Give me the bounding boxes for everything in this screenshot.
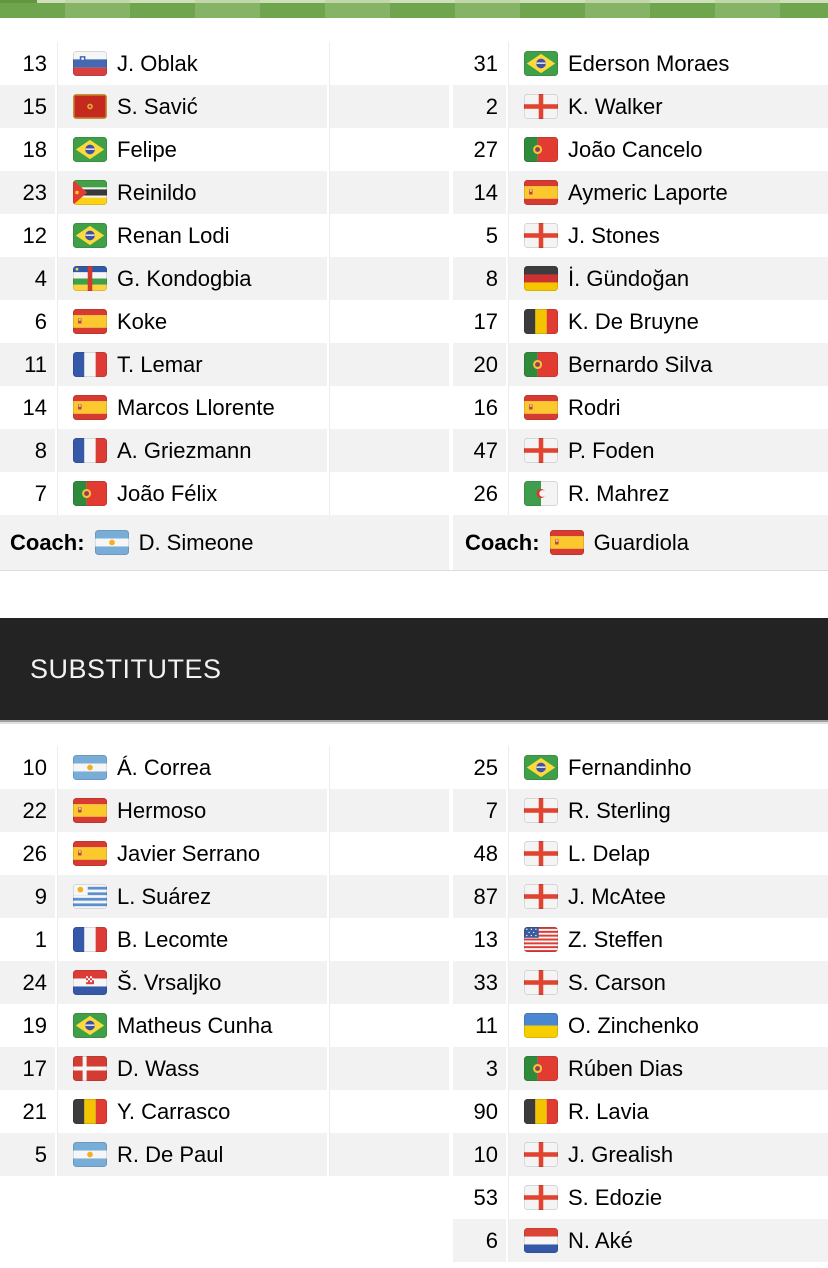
player-cell[interactable] — [508, 1133, 828, 1176]
flag-england-icon — [524, 970, 558, 995]
player-number: 3 — [453, 1047, 506, 1090]
lineup-row[interactable] — [0, 386, 828, 429]
row-filler — [329, 472, 449, 515]
player-name: S. Carson — [568, 969, 666, 995]
player-number: 53 — [453, 1176, 506, 1219]
player-number: 90 — [453, 1090, 506, 1133]
lineup-row[interactable] — [0, 257, 828, 300]
player-number: 6 — [453, 1219, 506, 1262]
row-filler — [329, 343, 449, 386]
player-number: 25 — [453, 746, 506, 789]
substitutes-header — [0, 618, 828, 722]
player-cell[interactable] — [508, 789, 828, 832]
player-cell[interactable] — [57, 1090, 327, 1133]
flag-england-icon — [524, 798, 558, 823]
player-cell[interactable] — [508, 961, 828, 1004]
coach-row[interactable] — [0, 515, 828, 570]
player-cell[interactable] — [57, 257, 327, 300]
pitch-corner-tile — [0, 0, 37, 3]
player-cell[interactable] — [508, 300, 828, 343]
flag-brazil-icon — [73, 137, 107, 162]
row-filler — [329, 1004, 449, 1047]
row-filler — [329, 429, 449, 472]
flag-portugal-icon — [524, 352, 558, 377]
player-name: O. Zinchenko — [568, 1012, 699, 1038]
home-coach-cell[interactable] — [0, 515, 449, 570]
player-name: G. Kondogbia — [117, 265, 252, 291]
flag-central-african-republic-icon — [73, 266, 107, 291]
player-cell[interactable] — [57, 832, 327, 875]
player-number: 24 — [0, 961, 55, 1004]
flag-france-icon — [73, 438, 107, 463]
player-cell[interactable] — [57, 429, 327, 472]
flag-belgium-icon — [524, 1099, 558, 1124]
row-filler — [329, 1133, 449, 1176]
player-cell[interactable] — [508, 875, 828, 918]
player-name: J. Grealish — [568, 1141, 674, 1167]
player-name: D. Wass — [117, 1055, 200, 1081]
lineup-row[interactable] — [0, 343, 828, 386]
row-filler — [329, 300, 449, 343]
substitutes-section — [0, 746, 828, 1262]
flag-algeria-icon — [524, 481, 558, 506]
lineup-row[interactable] — [0, 832, 828, 875]
player-name: Matheus Cunha — [117, 1012, 273, 1038]
player-cell[interactable] — [57, 214, 327, 257]
player-number: 13 — [453, 918, 506, 961]
flag-denmark-icon — [73, 1056, 107, 1081]
player-name: J. McAtee — [568, 883, 666, 909]
player-cell[interactable] — [508, 386, 828, 429]
player-name: K. De Bruyne — [568, 308, 699, 334]
row-filler — [329, 875, 449, 918]
player-cell[interactable] — [57, 42, 327, 85]
player-name: João Félix — [117, 480, 218, 506]
player-name: Renan Lodi — [117, 222, 230, 248]
flag-croatia-icon — [73, 970, 107, 995]
player-cell[interactable] — [57, 85, 327, 128]
player-cell[interactable] — [57, 343, 327, 386]
row-filler — [329, 832, 449, 875]
player-name: R. De Paul — [117, 1141, 224, 1167]
coach-name: D. Simeone — [138, 529, 254, 555]
lineup-row[interactable] — [0, 429, 828, 472]
lineup-row[interactable] — [0, 42, 828, 85]
player-number: 8 — [453, 257, 506, 300]
pitch-graphic — [0, 0, 828, 18]
flag-portugal-icon — [73, 481, 107, 506]
player-number: 22 — [0, 789, 55, 832]
flag-germany-icon — [524, 266, 558, 291]
flag-england-icon — [524, 94, 558, 119]
player-cell[interactable] — [508, 85, 828, 128]
player-number: 18 — [0, 128, 55, 171]
flag-belgium-icon — [524, 309, 558, 334]
flag-argentina-icon — [73, 1142, 107, 1167]
lineup-row[interactable] — [0, 1219, 828, 1262]
lineup-row[interactable] — [0, 961, 828, 1004]
starting-lineup-rows — [0, 42, 828, 515]
player-cell[interactable] — [508, 1176, 828, 1219]
player-name: R. Sterling — [568, 797, 671, 823]
flag-spain-icon — [524, 395, 558, 420]
player-name: R. Mahrez — [568, 480, 670, 506]
flag-france-icon — [73, 927, 107, 952]
player-name: Koke — [117, 308, 168, 334]
flag-argentina-icon — [73, 755, 107, 780]
lineup-row[interactable] — [0, 300, 828, 343]
row-filler — [329, 746, 449, 789]
player-cell[interactable] — [57, 1047, 327, 1090]
player-cell[interactable] — [508, 1047, 828, 1090]
row-filler — [329, 171, 449, 214]
player-name: Aymeric Laporte — [568, 179, 728, 205]
player-name: R. Lavia — [568, 1098, 649, 1124]
row-filler — [329, 214, 449, 257]
flag-england-icon — [524, 223, 558, 248]
substitutes-header-divider — [0, 722, 828, 724]
flag-usa-icon — [524, 927, 558, 952]
player-number: 10 — [0, 746, 55, 789]
player-cell[interactable] — [508, 1090, 828, 1133]
flag-england-icon — [524, 884, 558, 909]
player-number: 31 — [453, 42, 506, 85]
player-cell[interactable] — [57, 472, 327, 515]
player-number: 11 — [0, 343, 55, 386]
row-filler — [329, 257, 449, 300]
player-cell[interactable] — [57, 1004, 327, 1047]
lineup-row[interactable] — [0, 128, 828, 171]
player-cell[interactable] — [57, 875, 327, 918]
player-number: 12 — [0, 214, 55, 257]
flag-portugal-icon — [524, 137, 558, 162]
player-number: 5 — [453, 214, 506, 257]
player-number: 5 — [0, 1133, 55, 1176]
player-name: L. Delap — [568, 840, 650, 866]
player-name: Felipe — [117, 136, 177, 162]
player-cell[interactable] — [508, 343, 828, 386]
player-number: 21 — [0, 1090, 55, 1133]
flag-argentina-icon — [95, 530, 129, 555]
player-name: Rodri — [568, 394, 621, 420]
player-cell[interactable] — [508, 171, 828, 214]
row-filler — [329, 128, 449, 171]
player-name: Fernandinho — [568, 754, 692, 780]
row-filler — [329, 42, 449, 85]
flag-england-icon — [524, 1185, 558, 1210]
player-number: 14 — [453, 171, 506, 214]
player-cell[interactable] — [57, 128, 327, 171]
flag-spain-icon — [73, 395, 107, 420]
player-number: 47 — [453, 429, 506, 472]
player-name: B. Lecomte — [117, 926, 229, 952]
flag-england-icon — [524, 1142, 558, 1167]
away-coach-cell[interactable] — [453, 515, 828, 570]
player-number: 10 — [453, 1133, 506, 1176]
player-number: 1 — [0, 918, 55, 961]
lineup-row[interactable] — [0, 171, 828, 214]
player-cell[interactable] — [508, 1004, 828, 1047]
player-name: K. Walker — [568, 93, 663, 119]
player-number: 2 — [453, 85, 506, 128]
lineup-row[interactable] — [0, 789, 828, 832]
player-name: Hermoso — [117, 797, 207, 823]
player-number: 26 — [0, 832, 55, 875]
player-cell[interactable] — [57, 386, 327, 429]
player-number: 17 — [0, 1047, 55, 1090]
player-number: 7 — [0, 472, 55, 515]
flag-spain-icon — [73, 841, 107, 866]
player-cell[interactable] — [57, 300, 327, 343]
player-cell[interactable] — [57, 961, 327, 1004]
flag-spain-icon — [524, 180, 558, 205]
flag-mozambique-icon — [73, 180, 107, 205]
lineup-row[interactable] — [0, 1090, 828, 1133]
player-name: Š. Vrsaljko — [117, 969, 222, 995]
player-name: A. Griezmann — [117, 437, 252, 463]
player-name: Rúben Dias — [568, 1055, 683, 1081]
lineup-row[interactable] — [0, 1133, 828, 1176]
player-number: 6 — [0, 300, 55, 343]
player-cell[interactable] — [508, 42, 828, 85]
player-name: Reinildo — [117, 179, 197, 205]
player-cell[interactable] — [57, 746, 327, 789]
flag-brazil-icon — [73, 223, 107, 248]
player-name: Y. Carrasco — [117, 1098, 231, 1124]
lineup-row[interactable] — [0, 1004, 828, 1047]
player-number: 48 — [453, 832, 506, 875]
player-number: 26 — [453, 472, 506, 515]
coach-label: Coach: — [10, 529, 85, 555]
flag-spain-icon — [73, 309, 107, 334]
player-number: 17 — [453, 300, 506, 343]
player-name: Z. Steffen — [568, 926, 663, 952]
row-filler — [329, 961, 449, 1004]
player-number: 16 — [453, 386, 506, 429]
row-filler — [329, 1047, 449, 1090]
flag-ukraine-icon — [524, 1013, 558, 1038]
player-name: Javier Serrano — [117, 840, 261, 866]
flag-montenegro-icon — [73, 94, 107, 119]
player-name: Á. Correa — [117, 754, 212, 780]
player-cell[interactable] — [508, 832, 828, 875]
flag-slovenia-icon — [73, 51, 107, 76]
flag-england-icon — [524, 841, 558, 866]
player-name: J. Oblak — [117, 50, 198, 76]
player-cell[interactable] — [508, 746, 828, 789]
player-number: 13 — [0, 42, 55, 85]
lineup-row[interactable] — [0, 85, 828, 128]
player-name: S. Savić — [117, 93, 198, 119]
player-number: 33 — [453, 961, 506, 1004]
flag-england-icon — [524, 438, 558, 463]
player-number: 7 — [453, 789, 506, 832]
lineup-row[interactable] — [0, 746, 828, 789]
player-name: N. Aké — [568, 1227, 633, 1253]
player-number: 20 — [453, 343, 506, 386]
row-filler — [329, 85, 449, 128]
flag-portugal-icon — [524, 1056, 558, 1081]
player-name: P. Foden — [568, 437, 655, 463]
player-cell[interactable] — [508, 918, 828, 961]
flag-spain-icon — [550, 530, 584, 555]
coach-label: Coach: — [465, 529, 540, 555]
player-number: 15 — [0, 85, 55, 128]
starting-lineups — [0, 42, 828, 571]
player-name: Ederson Moraes — [568, 50, 730, 76]
substitutes-title: SUBSTITUTES — [30, 653, 222, 684]
player-number: 27 — [453, 128, 506, 171]
player-name: J. Stones — [568, 222, 660, 248]
player-number: 11 — [453, 1004, 506, 1047]
flag-brazil-icon — [524, 755, 558, 780]
lineup-row[interactable] — [0, 214, 828, 257]
player-number: 23 — [0, 171, 55, 214]
player-name: João Cancelo — [568, 136, 703, 162]
flag-belgium-icon — [73, 1099, 107, 1124]
player-name: Bernardo Silva — [568, 351, 713, 377]
player-cell[interactable] — [508, 429, 828, 472]
lineup-row[interactable] — [0, 918, 828, 961]
player-number: 9 — [0, 875, 55, 918]
lineup-row[interactable] — [0, 875, 828, 918]
flag-uruguay-icon — [73, 884, 107, 909]
player-cell[interactable] — [508, 472, 828, 515]
row-filler — [329, 918, 449, 961]
player-name: L. Suárez — [117, 883, 212, 909]
row-filler — [329, 789, 449, 832]
pitch-mowed-stripes — [0, 3, 828, 18]
player-name: Marcos Llorente — [117, 394, 275, 420]
lineup-row[interactable] — [0, 1047, 828, 1090]
player-cell[interactable] — [57, 1133, 327, 1176]
player-cell[interactable] — [57, 918, 327, 961]
player-cell[interactable] — [508, 214, 828, 257]
flag-brazil-icon — [524, 51, 558, 76]
row-filler — [329, 386, 449, 429]
player-cell[interactable] — [57, 171, 327, 214]
player-cell[interactable] — [57, 789, 327, 832]
player-cell[interactable] — [508, 257, 828, 300]
player-cell[interactable] — [508, 1219, 828, 1262]
flag-spain-icon — [73, 798, 107, 823]
flag-france-icon — [73, 352, 107, 377]
coach-name: Guardiola — [593, 529, 689, 555]
player-number: 14 — [0, 386, 55, 429]
lineup-row[interactable] — [0, 1176, 828, 1219]
flag-netherlands-icon — [524, 1228, 558, 1253]
player-number: 4 — [0, 257, 55, 300]
flag-brazil-icon — [73, 1013, 107, 1038]
row-filler — [329, 1090, 449, 1133]
player-number: 19 — [0, 1004, 55, 1047]
player-name: T. Lemar — [117, 351, 203, 377]
player-cell[interactable] — [508, 128, 828, 171]
player-number: 87 — [453, 875, 506, 918]
player-name: S. Edozie — [568, 1184, 663, 1210]
player-number: 8 — [0, 429, 55, 472]
player-name: İ. Gündoğan — [568, 265, 690, 291]
lineup-row[interactable] — [0, 472, 828, 515]
substitutes-rows — [0, 746, 828, 1262]
